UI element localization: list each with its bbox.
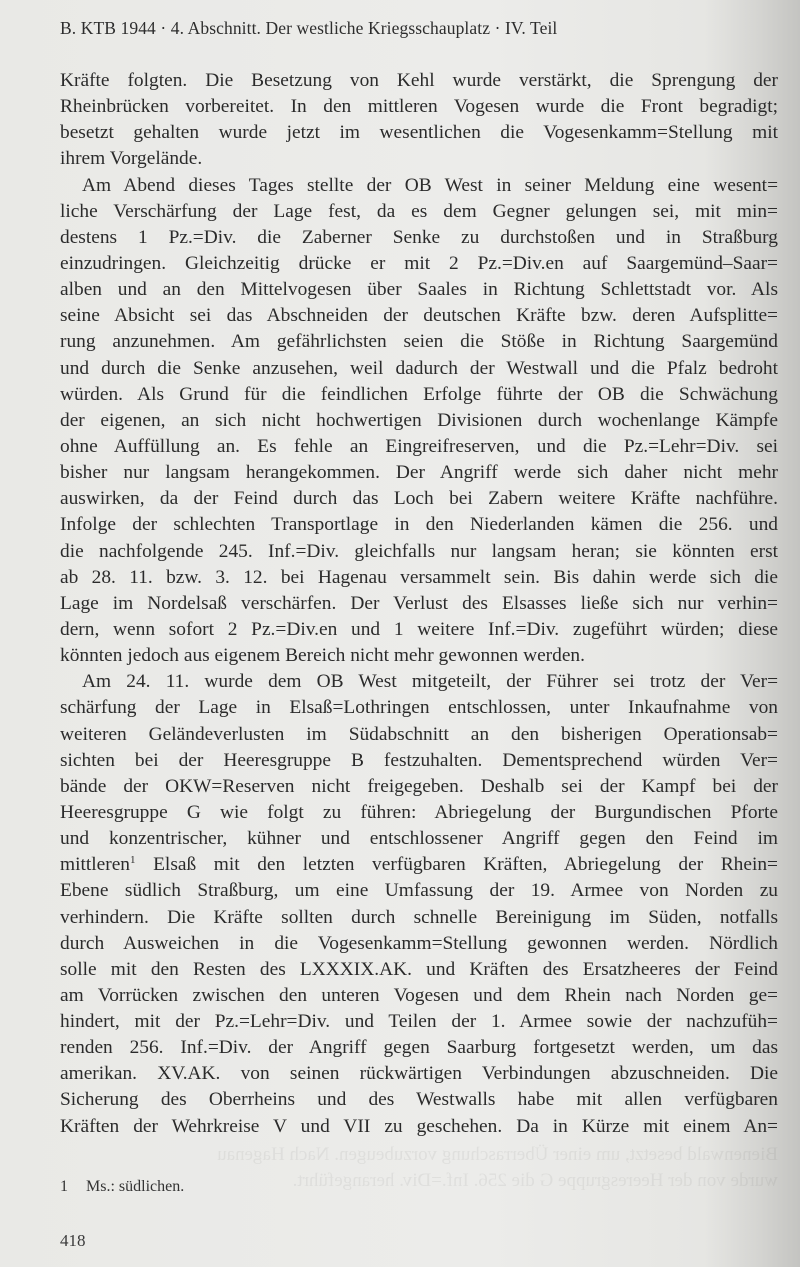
footnote xyxy=(60,1178,184,1196)
running-head: B. KTB 1944 · 4. Abschnitt. Der westliche Kriegsschauplatz · IV. Teil xyxy=(60,18,558,38)
bleed-line: wurde von der Heeresgruppe G die 256. Inf.=Div. herangeführt. xyxy=(292,1170,778,1191)
text-line: renden 256. Inf.=Div. der Angriff gegen Saarburg fortgesetzt werden, um das xyxy=(60,1037,778,1059)
text-line: mittleren$^1$ Elsaß mit den letzten verfügbaren Kräften, Abriegelung der Rhein= xyxy=(60,854,778,876)
text-line: Ebene südlich Straßburg, um eine Umfassung der 19. Armee von Norden zu xyxy=(60,880,778,902)
text-line: ihrem Vorgelände. xyxy=(60,148,203,170)
text-line: ab 28. 11. bzw. 3. 12. bei Hagenau versammelt sein. Bis dahin werde sich die xyxy=(60,566,778,588)
text-line: die nachfolgende 245. Inf.=Div. gleichfalls nur langsam heran; sie könnten erst xyxy=(60,540,778,562)
text-line: liche Verschärfung der Lage fest, da es dem Gegner gelungen sei, mit min= xyxy=(60,200,778,222)
text-line: Am Abend dieses Tages stellte der OB West in seiner Meldung eine wesent= xyxy=(82,174,778,196)
text-line: weiteren Geländeverlusten im Südabschnitt an den bisherigen Operationsab= xyxy=(60,723,778,745)
text-line: bände der OKW=Reserven nicht freigegeben. Deshalb sei der Kampf bei der xyxy=(60,775,778,797)
text-line: Kräften der Wehrkreise V und VII zu geschehen. Da in Kürze mit einem An= xyxy=(60,1115,778,1137)
footnote-marker: 1 xyxy=(130,854,136,867)
text-line: Kräfte folgten. Die Besetzung von Kehl wurde verstärkt, die Sprengung der xyxy=(60,70,778,91)
text-line: destens 1 Pz.=Div. die Zaberner Senke zu durchstoßen und in Straßburg xyxy=(60,226,778,248)
text-line: durch Ausweichen in die Vogesenkamm=Stellung gewonnen werden. Nördlich xyxy=(60,932,778,954)
footnote-text: Ms.: südlichen. xyxy=(86,1178,185,1195)
text-line: amerikan. XV.AK. von seinen rückwärtigen Verbindungen abzuschneiden. Die xyxy=(60,1063,778,1085)
body-text xyxy=(60,68,778,1140)
text-line: sichten bei der Heeresgruppe B festzuhalten. Dementsprechend würden Ver= xyxy=(60,749,778,771)
text-line: könnten jedoch aus eigenem Bereich nicht mehr gewonnen werden. xyxy=(60,645,585,667)
text-line: seine Absicht sei das Abschneiden der deutschen Kräfte bzw. deren Aufsplitte= xyxy=(60,305,778,327)
text-line: Rheinbrücken vorbereitet. In den mittleren Vogesen wurde die Front begradigt; xyxy=(60,96,778,118)
text-line: am Vorrücken zwischen den unteren Vogesen und dem Rhein nach Norden ge= xyxy=(60,984,778,1006)
text-line: Heeresgruppe G wie folgt zu führen: Abriegelung der Burgundischen Pforte xyxy=(60,801,778,823)
text-line: solle mit den Resten des LXXXIX.AK. und Kräften des Ersatzheeres der Feind xyxy=(60,958,778,980)
text-line: schärfung der Lage in Elsaß=Lothringen entschlossen, unter Inkaufnahme von xyxy=(60,697,778,719)
page-number: 418 xyxy=(60,1231,86,1250)
text-line: der eigenen, an sich nicht hochwertigen Divisionen durch wochenlange Kämpfe xyxy=(60,409,778,431)
text-line: und durch die Senke anzusehen, weil dadurch der Westwall und die Pfalz bedroht xyxy=(60,357,778,379)
text-line: besetzt gehalten wurde jetzt im wesentlichen die Vogesenkamm=Stellung mit xyxy=(60,122,778,144)
text-line: Sicherung des Oberrheins und des Westwalls habe mit allen verfügbaren xyxy=(60,1089,778,1111)
text-line: Am 24. 11. wurde dem OB West mitgeteilt, der Führer sei trotz der Ver= xyxy=(82,671,778,693)
text-line: hindert, mit der Pz.=Lehr=Div. und Teilen der 1. Armee sowie der nachzufüh= xyxy=(60,1011,778,1033)
text-line: bisher nur langsam herangekommen. Der Angriff werde sich daher nicht mehr xyxy=(60,462,778,484)
footnote-number: 1 xyxy=(60,1178,68,1195)
text-line: Lage im Nordelsaß verschärfen. Der Verlust des Elsasses ließe sich nur verhin= xyxy=(60,592,778,614)
text-line: und konzentrischer, kühner und entschlossener Angriff gegen den Feind im xyxy=(60,828,778,850)
text-line: alben und an den Mittelvogesen über Saales in Richtung Schlettstadt vor. Als xyxy=(60,279,778,301)
text-line: einzudringen. Gleichzeitig drücke er mit 2 Pz.=Div.en auf Saargemünd–Saar= xyxy=(60,252,778,274)
text-line: verhindern. Die Kräfte sollten durch schnelle Bereinigung im Süden, notfalls xyxy=(60,906,778,928)
bleed-line: Bienenwald besetzt, um einer Überraschung vorzubeugen. Nach Hagenau xyxy=(217,1144,778,1165)
text-line: würden. Als Grund für die feindlichen Erfolge führte der OB die Schwächung xyxy=(60,383,778,405)
text-line: Infolge der schlechten Transportlage in den Niederlanden kämen die 256. und xyxy=(60,514,778,536)
text-line: rung anzunehmen. Am gefährlichsten seien die Stöße in Richtung Saargemünd xyxy=(60,331,778,353)
text-line: auswirken, da der Feind durch das Loch bei Zabern weitere Kräfte nachführe. xyxy=(60,488,778,510)
text-line: ohne Auffüllung an. Es fehle an Eingreifreserven, und die Pz.=Lehr=Div. sei xyxy=(60,435,778,457)
text-line: dern, wenn sofort 2 Pz.=Div.en und 1 weitere Inf.=Div. zugeführt würden; diese xyxy=(60,618,778,640)
